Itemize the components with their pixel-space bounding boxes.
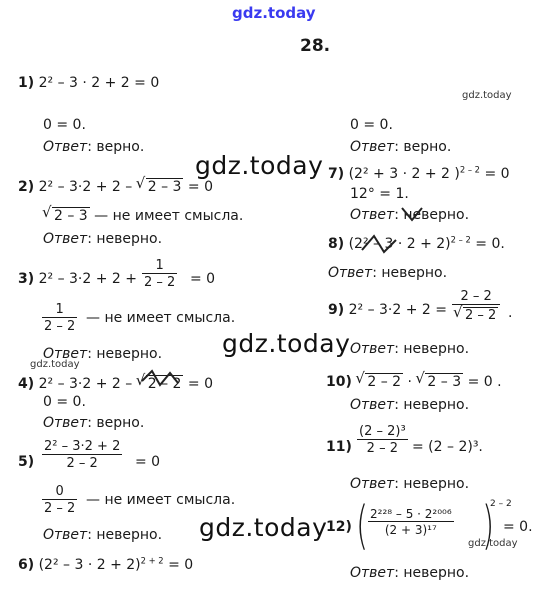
fraction bbox=[452, 290, 500, 322]
radicand: 2 – 3 bbox=[427, 374, 462, 390]
item-7-result: 12° = 1. bbox=[350, 186, 409, 202]
answer-verdict: : неверно. bbox=[372, 265, 448, 281]
denominator: (2 + 3)¹⁷ bbox=[368, 521, 454, 536]
answer-verdict: : неверно. bbox=[394, 397, 470, 413]
radicand: 2 – 3 bbox=[147, 179, 182, 195]
answer-verdict: : неверно. bbox=[394, 476, 470, 492]
numerator: 0 bbox=[55, 484, 64, 499]
denominator: 2 – 2 bbox=[144, 275, 176, 290]
item-label: 9) bbox=[328, 302, 345, 318]
radicand: 2 – 2 bbox=[147, 376, 182, 392]
sqrt-sign bbox=[356, 373, 403, 389]
item-exponent: 2 – 2 bbox=[490, 499, 512, 509]
item-expression: 2² – 3·2 + 2 – bbox=[38, 179, 133, 195]
answer-label: Ответ bbox=[350, 476, 395, 492]
item-expression-end: = 0 bbox=[484, 166, 510, 182]
answer-verdict: : неверно. bbox=[394, 207, 470, 223]
item-expression: 2² – 3 · 2 + 2 = 0 bbox=[38, 75, 160, 91]
radicand: 2 – 2 bbox=[465, 308, 497, 323]
item-label: 1) bbox=[18, 75, 35, 91]
item-expression-end: = 0 bbox=[190, 271, 216, 287]
item-label: 2) bbox=[18, 179, 35, 195]
answer-label: Ответ bbox=[350, 341, 395, 357]
item-4 bbox=[18, 375, 213, 391]
fraction bbox=[42, 440, 122, 470]
item-label: 12) bbox=[326, 519, 352, 535]
item-label: 6) bbox=[18, 557, 35, 573]
denominator: 2 – 2 bbox=[42, 454, 122, 470]
answer-label: Ответ bbox=[328, 265, 373, 281]
answer-label: Ответ bbox=[43, 231, 88, 247]
answer-verdict: : верно. bbox=[394, 139, 452, 155]
item-expression-end: = 0 bbox=[187, 376, 213, 392]
problem-number: 28. bbox=[300, 36, 331, 56]
item-expression-end: = 0 bbox=[168, 557, 194, 573]
item-10 bbox=[326, 373, 502, 389]
denominator: 2 – 2 bbox=[44, 319, 76, 334]
item-expression-end: = 0 bbox=[187, 179, 213, 195]
answer-verdict: : неверно. bbox=[394, 341, 470, 357]
sqrt-sign bbox=[43, 207, 90, 223]
left-paren: ( bbox=[356, 496, 369, 556]
item-11-answer bbox=[350, 477, 469, 491]
item-2-answer bbox=[43, 232, 162, 246]
item-1-result: 0 = 0. bbox=[43, 117, 86, 133]
answer-label: Ответ bbox=[43, 527, 88, 543]
answer-verdict: : неверно. bbox=[87, 231, 163, 247]
answer-verdict: : верно. bbox=[87, 415, 145, 431]
item-label: 4) bbox=[18, 376, 35, 392]
answer-label: Ответ bbox=[43, 346, 88, 362]
answer-label: Ответ bbox=[350, 397, 395, 413]
watermark-top[interactable]: gdz.today bbox=[232, 4, 316, 22]
multiply-dot: · bbox=[407, 374, 412, 390]
fraction bbox=[42, 303, 77, 333]
watermark-small: gdz.today bbox=[30, 359, 80, 370]
item-5-note: — не имеет смысла. bbox=[86, 492, 236, 508]
answer-verdict: : неверно. bbox=[87, 346, 163, 362]
right-top-answer bbox=[350, 140, 451, 154]
watermark-big: gdz.today bbox=[222, 329, 351, 358]
item-1-answer bbox=[43, 140, 144, 154]
answer-verdict: : неверно. bbox=[394, 565, 470, 581]
item-exponent: 2 – 2 bbox=[450, 234, 471, 245]
item-expression-end: = 0. bbox=[503, 519, 533, 535]
item-label: 10) bbox=[326, 374, 352, 390]
item-expression-end: = (2 – 2)³. bbox=[412, 439, 483, 455]
answer-label: Ответ bbox=[43, 415, 88, 431]
item-expression: 2² – 3·2 + 2 = bbox=[348, 302, 447, 318]
item-3-answer bbox=[43, 347, 162, 361]
item-9-answer bbox=[350, 342, 469, 356]
item-expression: 2² – 3·2 + 2 + bbox=[38, 271, 137, 287]
item-2-note bbox=[43, 207, 243, 223]
sqrt-sign bbox=[454, 307, 498, 322]
scribble-mark bbox=[140, 367, 180, 391]
item-8 bbox=[328, 234, 505, 252]
answer-label: Ответ bbox=[43, 139, 88, 155]
numerator: 1 bbox=[55, 302, 64, 317]
right-top-result: 0 = 0. bbox=[350, 117, 393, 133]
item-expression: (2² – 3 · 2 + 2) bbox=[38, 557, 141, 573]
item-4-result: 0 = 0. bbox=[43, 394, 86, 410]
item-3 bbox=[18, 272, 137, 286]
item-label: 3) bbox=[18, 271, 35, 287]
answer-verdict: : неверно. bbox=[87, 527, 163, 543]
item-expression: (2² – 3 · 2 + 2) bbox=[348, 236, 451, 252]
item-5-answer bbox=[43, 528, 162, 542]
radicand: 2 – 2 bbox=[367, 374, 402, 390]
watermark-small: gdz.today bbox=[462, 90, 512, 101]
note-text: — не имеет смысла. bbox=[94, 208, 244, 224]
item-expression-end: . bbox=[508, 305, 513, 321]
item-expression-end: = 0 . bbox=[467, 374, 502, 390]
item-label: 7) bbox=[328, 166, 345, 182]
item-label: 5) bbox=[18, 454, 35, 470]
sqrt-sign bbox=[137, 178, 184, 194]
numerator: 2²²⁸ – 5 · 2²⁰⁰⁶ bbox=[370, 507, 452, 521]
answer-label: Ответ bbox=[350, 139, 395, 155]
answer-label: Ответ bbox=[350, 207, 395, 223]
item-7 bbox=[328, 164, 510, 182]
answer-label: Ответ bbox=[350, 565, 395, 581]
denominator: 2 – 2 bbox=[44, 501, 76, 516]
numerator: 2 – 2 bbox=[460, 289, 492, 304]
item-exponent: 2 + 2 bbox=[140, 555, 164, 566]
item-3-note: — не имеет смысла. bbox=[86, 310, 236, 326]
item-expression: (2² + 3 · 2 + 2 ) bbox=[348, 166, 460, 182]
watermark-big: gdz.today bbox=[195, 151, 324, 180]
item-expression: 2² – 3·2 + 2 – bbox=[38, 376, 133, 392]
item-6 bbox=[18, 555, 194, 573]
numerator: 2² – 3·2 + 2 bbox=[44, 439, 121, 454]
item-1 bbox=[18, 76, 159, 90]
fraction bbox=[142, 259, 177, 289]
radicand: 2 – 3 bbox=[54, 208, 88, 224]
fraction bbox=[368, 508, 454, 536]
item-expression-end: = 0. bbox=[475, 236, 505, 252]
numerator: 1 bbox=[155, 258, 164, 273]
item-12-answer bbox=[350, 566, 469, 580]
watermark-small: gdz.today bbox=[468, 538, 518, 549]
item-label: 8) bbox=[328, 236, 345, 252]
denominator bbox=[452, 304, 500, 322]
item-label: 11) bbox=[326, 439, 352, 455]
item-2 bbox=[18, 178, 213, 194]
fraction bbox=[357, 425, 408, 455]
right-paren: ) bbox=[482, 496, 495, 556]
item-4-answer bbox=[43, 416, 144, 430]
item-8-answer bbox=[328, 266, 447, 280]
item-10-answer bbox=[350, 398, 469, 412]
item-9 bbox=[328, 303, 447, 317]
numerator: (2 – 2)³ bbox=[359, 424, 406, 439]
sqrt-sign bbox=[416, 373, 463, 389]
denominator: 2 – 2 bbox=[357, 439, 408, 455]
answer-verdict: : верно. bbox=[87, 139, 145, 155]
watermark-big: gdz.today bbox=[199, 513, 328, 542]
item-expression-end: = 0 bbox=[135, 454, 161, 470]
item-exponent: 2 – 2 bbox=[459, 164, 480, 175]
fraction bbox=[42, 485, 77, 515]
scribble-mark bbox=[360, 232, 400, 256]
scribble-mark bbox=[400, 204, 424, 224]
